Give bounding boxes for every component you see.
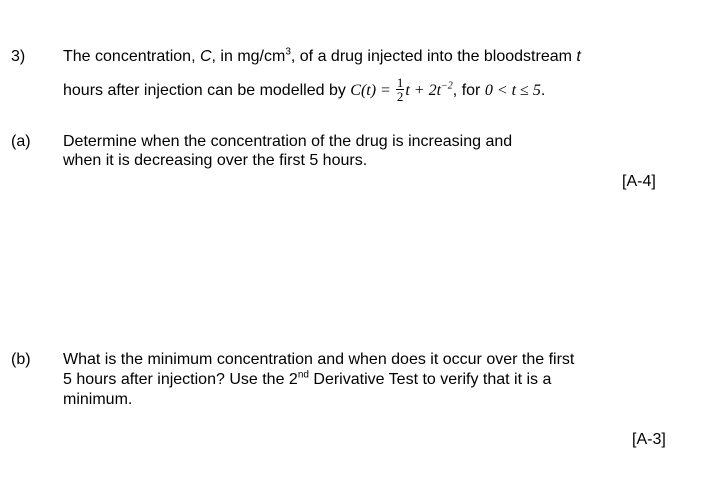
fraction-numerator: 1 xyxy=(396,75,404,90)
formula-exponent: −2 xyxy=(441,80,453,92)
variable-c: C xyxy=(199,48,212,65)
part-a-line-1: Determine when the concentration of the drug is increasing and xyxy=(63,133,513,150)
stem-period: . xyxy=(540,82,546,100)
variable-t: t xyxy=(576,48,581,65)
ordinal-suffix: nd xyxy=(297,369,309,381)
domain-inequality: 0 < t ≤ 5 xyxy=(484,82,541,100)
formula-terms: t + 2t xyxy=(405,82,442,100)
part-a-marks: [A-4] xyxy=(622,173,656,190)
part-b-line-1: What is the minimum concentration and when does it occur over the first xyxy=(63,351,575,368)
units-exponent: 3 xyxy=(285,46,291,58)
formula-lhs: C(t) = xyxy=(350,82,395,100)
part-b-line-2 xyxy=(63,371,551,389)
part-a-line-2: when it is decreasing over the first 5 hours. xyxy=(63,152,368,169)
stem-text: The concentration, xyxy=(63,48,200,65)
stem-text-for: , for xyxy=(452,82,485,100)
formula-fraction xyxy=(396,76,405,103)
part-b-label: (b) xyxy=(11,351,31,368)
question-stem-line-1 xyxy=(63,48,581,66)
question-stem-line-2 xyxy=(63,75,546,105)
part-b-line-2-end: Derivative Test to verify that it is a xyxy=(308,371,552,388)
part-b-line-3: minimum. xyxy=(63,391,133,408)
part-b-marks: [A-3] xyxy=(632,431,666,448)
fraction-denominator: 2 xyxy=(396,89,404,104)
stem-text-line-2: hours after injection can be modelled by xyxy=(63,82,351,100)
part-b-line-2-start: 5 hours after injection? Use the 2 xyxy=(63,371,298,388)
part-a-label: (a) xyxy=(11,133,31,150)
question-number: 3) xyxy=(11,48,26,65)
stem-text-units: , in mg/cm xyxy=(211,48,286,65)
stem-text-continued: , of a drug injected into the bloodstream xyxy=(290,48,577,65)
concentration-formula xyxy=(350,75,453,104)
